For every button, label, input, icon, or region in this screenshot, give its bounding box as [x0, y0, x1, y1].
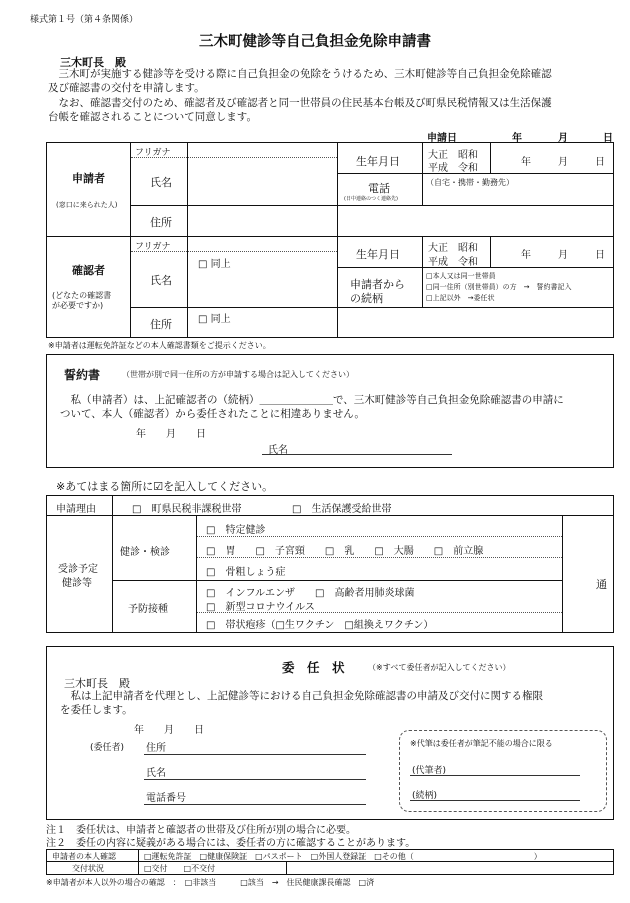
applicant-era-1: 大正 昭和	[428, 150, 478, 161]
confirmer-address-same-checkbox[interactable]: □ 同上	[198, 314, 231, 325]
note-1: 注１ 委任状は、申請者と確認者の世帯及び住所が別の場合に必要。	[46, 825, 356, 836]
proxy-writer-note: ※代筆は委任者が筆記不能の場合に限る	[410, 739, 553, 748]
proxy-date: 年 月 日	[134, 725, 204, 736]
confirmer-birth-month: 月	[558, 250, 568, 261]
confirmer-birth-day: 日	[595, 250, 605, 261]
form-number: 様式第１号（第４条関係）	[30, 15, 139, 25]
date-day: 日	[603, 133, 613, 144]
pledge-date: 年 月 日	[136, 429, 206, 440]
delegator-phone-label: 電話番号	[146, 793, 186, 804]
pledge-body-1: 私（申請者）は、上記確認者の（続柄）＿＿＿＿＿＿＿で、三木町健診等自己負担金免除確認書の申請に	[60, 394, 564, 406]
proxy-writer-label: (代筆者)	[412, 766, 447, 776]
applicant-birth-year: 年	[521, 157, 531, 168]
checkup-cancer-checkboxes[interactable]: □ 胃 □ 子宮頸 □ 乳 □ 大腸 □ 前立腺	[206, 546, 484, 557]
applicant-phone-label: 電話	[368, 182, 390, 195]
confirmer-sub-1: (どなたの確認書	[52, 291, 112, 300]
delivery-options[interactable]: □交付 □不交付	[144, 864, 216, 873]
intro-line-2: 及び確認書の交付を申請します。	[48, 82, 205, 94]
id-check-label: 申請者の本人確認	[52, 852, 116, 861]
pledge-body-2: ついて、本人（確認者）から委任されたことに相違ありません。	[60, 408, 365, 420]
applicant-era-2: 平成 令和	[428, 163, 478, 174]
delegator-label: (委任者)	[90, 743, 125, 753]
proxy-relation-line[interactable]	[410, 800, 580, 801]
confirmer-birth-label: 生年月日	[356, 248, 400, 261]
confirmer-address-label: 住所	[150, 318, 172, 331]
vaccine-flu-pneumococcal-checkboxes[interactable]: □ インフルエンザ □ 高齢者用肺炎球菌	[206, 588, 415, 599]
checkup-specific-checkbox[interactable]: □ 特定健診	[206, 525, 266, 536]
applicant-name-label: 氏名	[150, 176, 172, 189]
id-document-note: ※申請者は運転免許証などの本人確認書類をご提示ください。	[48, 341, 271, 350]
date-year: 年	[512, 133, 522, 144]
applicant-birth-day: 日	[595, 157, 605, 168]
proxy-writer-line[interactable]	[410, 775, 580, 776]
id-check-options[interactable]: □運転免許証 □健康保険証 □パスポート □外国人登録証 □その他（ ）	[144, 852, 542, 861]
applicant-phone-hint: （自宅・携帯・勤務先）	[426, 178, 514, 187]
confirmer-birth-year: 年	[521, 250, 531, 261]
vaccine-covid-checkbox[interactable]: □ 新型コロナウイルス	[206, 602, 315, 613]
pledge-name-line[interactable]	[262, 454, 452, 455]
delegator-address-line[interactable]	[144, 754, 366, 755]
proxy-title-note: （※すべて委任者が記入してください）	[368, 663, 511, 672]
confirmer-era-1: 大正 昭和	[428, 243, 478, 254]
date-month: 月	[558, 133, 568, 144]
delegator-name-label: 氏名	[146, 768, 166, 779]
delegator-phone-line[interactable]	[144, 804, 366, 805]
intro-line-4: 台帳を確認されることについて同意します。	[48, 111, 257, 123]
applicant-address-label: 住所	[150, 216, 172, 229]
intro-line-3: なお、確認書交付のため、確認者及び確認者と同一世帯員の住民基本台帳及び町県民税情報又は生活保護	[48, 97, 552, 109]
confirmer-furigana-label: フリガナ	[135, 242, 171, 252]
relation-option-same-household[interactable]: □本人又は同一世帯員	[426, 272, 496, 280]
exam-group-label-1: 受診予定	[58, 564, 98, 575]
check-instruction: ※あてはまる箇所に☑を記入してください。	[56, 480, 274, 493]
reason-welfare-checkbox[interactable]: □ 生活保護受給世帯	[292, 504, 392, 515]
delegator-address-label: 住所	[146, 743, 166, 754]
proxy-body-2: を委任します。	[60, 704, 133, 716]
count-unit: 通	[596, 578, 607, 591]
proxy-body-1: 私は上記申請者を代理とし、上記健診等における自己負担金免除確認書の申請及び交付に関する権限	[60, 690, 543, 702]
checkup-bone-checkbox[interactable]: □ 骨粗しょう症	[206, 567, 286, 578]
applicant-sub: (窓口に来られた人)	[56, 201, 118, 209]
confirmer-era-2: 平成 令和	[428, 257, 478, 268]
reason-label: 申請理由	[56, 504, 96, 515]
exam-group-label-2: 健診等	[62, 578, 92, 589]
reason-non-taxable-checkbox[interactable]: □ 町県民税非課税世帯	[132, 504, 242, 515]
applicant-birth-label: 生年月日	[356, 155, 400, 168]
confirmer-name-label: 氏名	[150, 274, 172, 287]
note-2: 注２ 委任の内容に疑義がある場合には、委任者の方に確認することがあります。	[46, 838, 416, 849]
non-self-confirmation: ※申請者が本人以外の場合の確認 ： □非該当 □該当 → 住民健康課長確認 □済	[46, 878, 375, 887]
pledge-title: 誓約書	[64, 368, 101, 382]
relation-option-same-address[interactable]: □同一住所（別世帯員）の方 → 誓約書記入	[426, 283, 572, 291]
confirmer-name-same-checkbox[interactable]: □ 同上	[198, 259, 231, 270]
vaccine-label: 予防接種	[128, 604, 168, 615]
applicant-table	[46, 142, 614, 338]
relation-option-other[interactable]: □上記以外 →委任状	[426, 294, 495, 302]
applicant-birth-month: 月	[558, 157, 568, 168]
confirmer-sub-2: が必要ですか)	[52, 301, 104, 310]
applicant-label: 申請者	[72, 172, 105, 185]
date-label: 申請日	[427, 133, 457, 144]
confirmer-relation-label-2: の続柄	[350, 292, 383, 305]
checkup-label: 健診・検診	[120, 547, 170, 558]
intro-line-1: 三木町が実施する健診等を受ける際に自己負担金の免除をうけるため、三木町健診等自己負担金免除確認	[48, 68, 552, 80]
vaccine-shingles-checkbox[interactable]: □ 帯状疱疹（□生ワクチン □組換えワクチン）	[206, 620, 434, 631]
addressee: 三木町長 殿	[60, 56, 126, 69]
proxy-addressee: 三木町長 殿	[64, 677, 130, 690]
applicant-phone-sub: (日中連絡のつく連絡先)	[344, 196, 398, 202]
delegator-name-line[interactable]	[144, 779, 366, 780]
pledge-title-note: （世帯が別で同一住所の方が申請する場合は記入してください）	[122, 370, 354, 379]
confirmer-relation-label-1: 申請者から	[350, 278, 405, 291]
delivery-label: 交付状況	[72, 864, 104, 873]
proxy-title: 委 任 状	[282, 660, 345, 675]
page-title: 三木町健診等自己負担金免除申請書	[199, 34, 431, 50]
confirmer-label: 確認者	[72, 264, 105, 277]
proxy-relation-label: (続柄)	[412, 791, 438, 801]
pledge-name-label: 氏名	[268, 445, 288, 456]
applicant-furigana-label: フリガナ	[135, 148, 171, 158]
